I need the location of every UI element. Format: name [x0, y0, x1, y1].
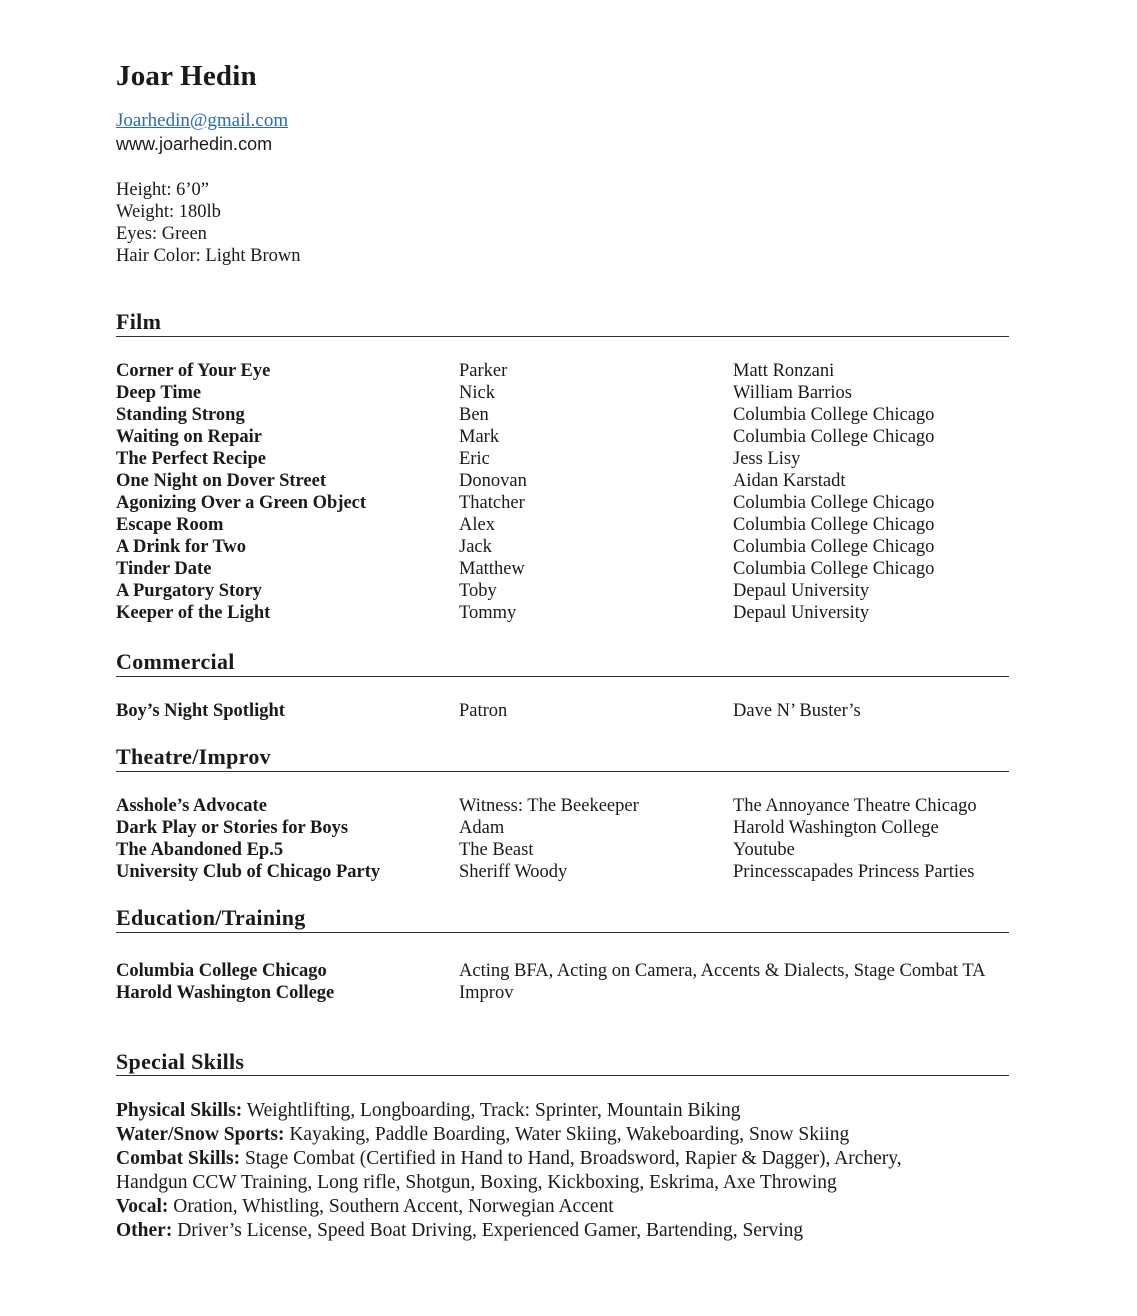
other-skills-value: Driver’s License, Speed Boat Driving, Experienced Gamer, Bartending, Serving	[172, 1220, 804, 1241]
project-title: Agonizing Over a Green Object	[116, 493, 367, 513]
credit-row	[116, 602, 1009, 624]
other-skills-line	[116, 1219, 1009, 1243]
school-name: Harold Washington College	[116, 983, 335, 1003]
project-title: Corner of Your Eye	[116, 361, 271, 381]
physical-skills-label: Physical Skills:	[116, 1100, 243, 1121]
role: Eric	[459, 449, 490, 469]
school-name: Columbia College Chicago	[116, 961, 327, 981]
project-title: Keeper of the Light	[116, 603, 271, 623]
role: Mark	[459, 427, 500, 447]
director: Columbia College Chicago	[733, 427, 935, 447]
education-heading: Education/Training	[116, 905, 306, 930]
credit-row	[116, 448, 1009, 470]
role: Donovan	[459, 471, 527, 491]
director: William Barrios	[733, 383, 852, 403]
credit-row	[116, 817, 1009, 839]
credit-row	[116, 492, 1009, 514]
role: Ben	[459, 405, 489, 425]
role: Sheriff Woody	[459, 862, 568, 882]
credit-row	[116, 360, 1009, 382]
commercial-divider	[116, 676, 1009, 677]
hair-stat: Hair Color: Light Brown	[116, 246, 301, 266]
website-text: www.joarhedin.com	[116, 134, 273, 154]
role: The Beast	[459, 840, 534, 860]
physical-skills-value: Weightlifting, Longboarding, Track: Sprinter, Mountain Biking	[242, 1100, 741, 1121]
credit-row	[116, 839, 1009, 861]
role: Adam	[459, 818, 505, 838]
film-heading: Film	[116, 309, 162, 334]
project-title: Deep Time	[116, 383, 202, 403]
credit-row	[116, 426, 1009, 448]
project-title: University Club of Chicago Party	[116, 862, 381, 882]
combat-skills-label: Combat Skills:	[116, 1148, 241, 1169]
credit-row	[116, 514, 1009, 536]
eyes-stat: Eyes: Green	[116, 224, 207, 244]
project-title: Boy’s Night Spotlight	[116, 701, 285, 721]
role: Patron	[459, 701, 508, 721]
credit-row	[116, 861, 1009, 883]
director: Columbia College Chicago	[733, 493, 935, 513]
actor-name: Joar Hedin	[116, 60, 257, 92]
theatre-heading: Theatre/Improv	[116, 744, 271, 769]
credit-row	[116, 580, 1009, 602]
project-title: The Abandoned Ep.5	[116, 840, 284, 860]
credit-row	[116, 558, 1009, 580]
skills-heading: Special Skills	[116, 1049, 245, 1074]
education-row	[116, 982, 1009, 1004]
project-title: One Night on Dover Street	[116, 471, 326, 491]
weight-stat: Weight: 180lb	[116, 202, 221, 222]
combat-skills-line	[116, 1147, 1009, 1171]
water-sports-label: Water/Snow Sports:	[116, 1124, 285, 1145]
venue: Harold Washington College	[733, 818, 939, 838]
theatre-credits	[116, 795, 1009, 883]
director: Columbia College Chicago	[733, 537, 935, 557]
director: Matt Ronzani	[733, 361, 835, 381]
skills-divider	[116, 1075, 1009, 1076]
role: Nick	[459, 383, 495, 403]
role: Parker	[459, 361, 508, 381]
role: Alex	[459, 515, 495, 535]
project-title: Asshole’s Advocate	[116, 796, 267, 816]
director: Jess Lisy	[733, 449, 801, 469]
role: Thatcher	[459, 493, 525, 513]
film-divider	[116, 336, 1009, 337]
credit-row	[116, 700, 1009, 722]
role: Jack	[459, 537, 492, 557]
role: Toby	[459, 581, 497, 601]
skills-list	[116, 1099, 1009, 1243]
credit-row	[116, 536, 1009, 558]
director: Columbia College Chicago	[733, 515, 935, 535]
water-sports-value: Kayaking, Paddle Boarding, Water Skiing, Wakeboarding, Snow Skiing	[284, 1124, 850, 1145]
vocal-skills-value: Oration, Whistling, Southern Accent, Norwegian Accent	[168, 1196, 614, 1217]
director: Aidan Karstadt	[733, 471, 846, 491]
project-title: Standing Strong	[116, 405, 245, 425]
height-stat: Height: 6’0”	[116, 180, 209, 200]
director: Depaul University	[733, 603, 870, 623]
director: Columbia College Chicago	[733, 405, 935, 425]
training-details: Acting BFA, Acting on Camera, Accents & Dialects, Stage Combat TA	[459, 961, 986, 981]
project-title: Waiting on Repair	[116, 427, 262, 447]
venue: Princesscapades Princess Parties	[733, 862, 975, 882]
theatre-divider	[116, 771, 1009, 772]
vocal-skills-line	[116, 1195, 1009, 1219]
project-title: A Drink for Two	[116, 537, 247, 557]
project-title: Escape Room	[116, 515, 224, 535]
credit-row	[116, 382, 1009, 404]
vocal-skills-label: Vocal:	[116, 1196, 169, 1217]
education-row	[116, 960, 1009, 982]
director: Depaul University	[733, 581, 870, 601]
physical-skills-line	[116, 1099, 1009, 1123]
venue: The Annoyance Theatre Chicago	[733, 796, 977, 816]
combat-skills-value: Stage Combat (Certified in Hand to Hand, Broadsword, Rapier & Dagger), Archery,	[240, 1148, 902, 1169]
credit-row	[116, 470, 1009, 492]
project-title: A Purgatory Story	[116, 581, 262, 601]
physical-stats	[116, 179, 300, 267]
resume-page	[116, 0, 1009, 1316]
credit-row	[116, 795, 1009, 817]
education-list	[116, 960, 1009, 1004]
commercial-heading: Commercial	[116, 649, 235, 674]
water-sports-line	[116, 1123, 1009, 1147]
role: Tommy	[459, 603, 517, 623]
project-title: The Perfect Recipe	[116, 449, 266, 469]
commercial-credits	[116, 700, 1009, 722]
company: Dave N’ Buster’s	[733, 701, 861, 721]
role: Matthew	[459, 559, 525, 579]
project-title: Tinder Date	[116, 559, 212, 579]
venue: Youtube	[733, 840, 795, 860]
project-title: Dark Play or Stories for Boys	[116, 818, 349, 838]
role: Witness: The Beekeeper	[459, 796, 639, 816]
other-skills-label: Other:	[116, 1220, 173, 1241]
email-link[interactable]: Joarhedin@gmail.com	[116, 110, 289, 131]
film-credits	[116, 360, 1009, 624]
combat-skills-continued: Handgun CCW Training, Long rifle, Shotgun, Boxing, Kickboxing, Eskrima, Axe Throwing	[116, 1172, 837, 1193]
director: Columbia College Chicago	[733, 559, 935, 579]
training-details: Improv	[459, 983, 514, 1003]
education-divider	[116, 932, 1009, 933]
credit-row	[116, 404, 1009, 426]
